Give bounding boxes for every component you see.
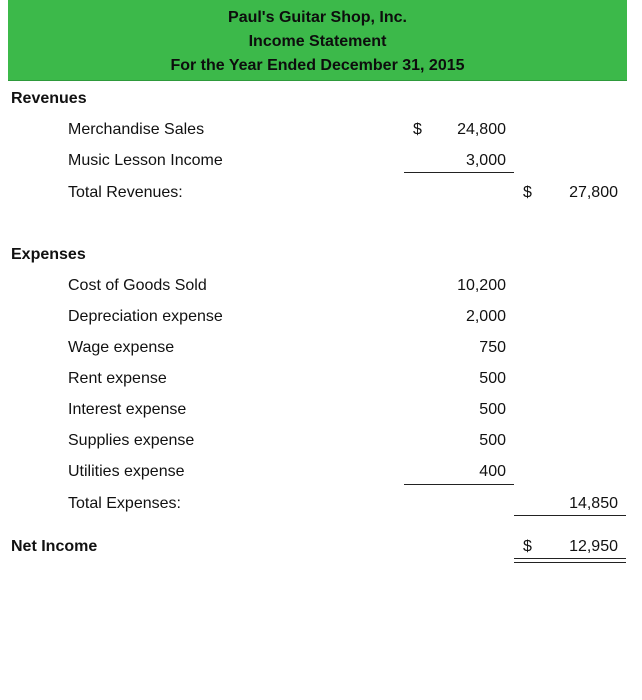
revenue-item-label: Merchandise Sales — [68, 121, 205, 138]
company-name: Paul's Guitar Shop, Inc. — [228, 9, 407, 26]
expense-item-amount: 750 — [479, 339, 506, 356]
total-expenses-amount: 14,850 — [569, 495, 618, 512]
expense-item-amount: 500 — [479, 370, 506, 387]
currency-symbol: $ — [413, 121, 422, 138]
total-revenues-amount: 27,800 — [569, 184, 618, 201]
statement-title: Income Statement — [248, 33, 387, 50]
revenues-heading: Revenues — [11, 90, 87, 107]
expense-item-amount: 400 — [479, 463, 506, 480]
expenses-heading: Expenses — [11, 246, 86, 263]
expense-item-amount: 500 — [479, 432, 506, 449]
net-income-label: Net Income — [11, 538, 98, 555]
revenue-item-amount: 3,000 — [465, 152, 506, 169]
expense-item-label: Interest expense — [68, 401, 187, 418]
expense-item-label: Rent expense — [68, 370, 167, 387]
expense-item-amount: 2,000 — [465, 308, 506, 325]
statement-header — [8, 0, 627, 81]
expense-item-label: Utilities expense — [68, 463, 185, 480]
expense-item-label: Wage expense — [68, 339, 175, 356]
expense-item-label: Depreciation expense — [68, 308, 223, 325]
subtotal-rule — [404, 172, 514, 173]
total-revenues-label: Total Revenues: — [68, 184, 183, 201]
currency-symbol: $ — [523, 184, 532, 201]
expense-item-amount: 500 — [479, 401, 506, 418]
revenue-item-label: Music Lesson Income — [68, 152, 223, 169]
double-rule-top — [514, 558, 626, 559]
net-income-amount: 12,950 — [569, 538, 618, 555]
statement-period: For the Year Ended December 31, 2015 — [170, 57, 465, 74]
currency-symbol: $ — [523, 538, 532, 555]
expense-item-label: Cost of Goods Sold — [68, 277, 207, 294]
expense-item-amount: 10,200 — [457, 277, 506, 294]
double-rule-bottom — [514, 562, 626, 563]
subtotal-rule — [404, 484, 514, 485]
total-expenses-label: Total Expenses: — [68, 495, 181, 512]
revenue-item-amount: 24,800 — [457, 121, 506, 138]
expense-item-label: Supplies expense — [68, 432, 195, 449]
total-rule — [514, 515, 626, 516]
